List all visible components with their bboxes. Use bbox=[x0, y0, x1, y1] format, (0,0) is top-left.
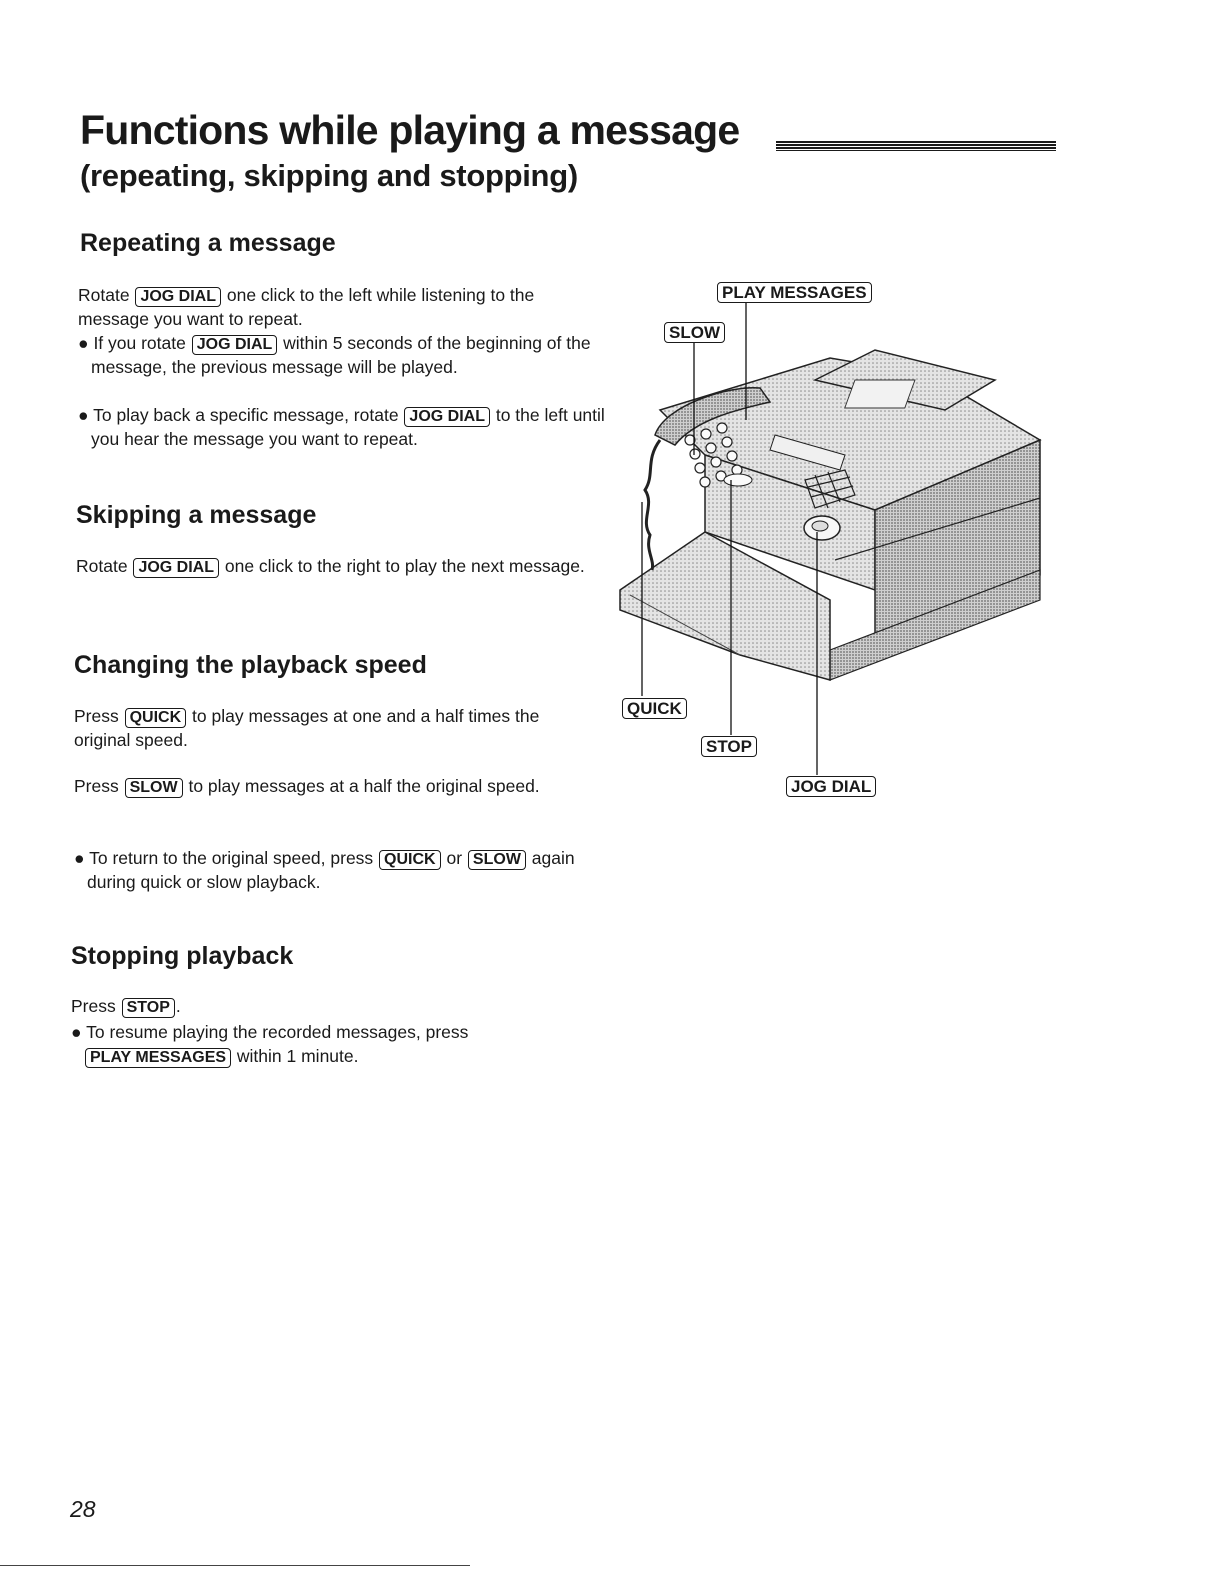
callout-play-messages: PLAY MESSAGES bbox=[717, 282, 872, 303]
text: one click to the left while listening to the message you want to repeat. bbox=[78, 285, 535, 329]
heading-repeating: Repeating a message bbox=[80, 229, 336, 257]
callout-stop: STOP bbox=[701, 736, 757, 757]
callout-quick: QUICK bbox=[622, 698, 687, 719]
stopping-paragraph bbox=[71, 995, 591, 1019]
heading-speed: Changing the playback speed bbox=[74, 651, 427, 679]
handset-cord bbox=[645, 440, 660, 570]
text: To resume playing the recorded messages, press bbox=[86, 1022, 469, 1042]
text: Press bbox=[71, 996, 121, 1016]
text: Rotate bbox=[78, 285, 135, 305]
text: to play messages at a half the original speed. bbox=[183, 776, 540, 796]
play-messages-key: PLAY MESSAGES bbox=[85, 1048, 231, 1068]
quick-key: QUICK bbox=[125, 708, 187, 728]
text: If you rotate bbox=[93, 333, 191, 353]
page-number: 28 bbox=[70, 1496, 96, 1522]
text: Press bbox=[74, 776, 124, 796]
text: To return to the original speed, press bbox=[89, 848, 379, 868]
speed-paragraph-slow bbox=[74, 775, 594, 799]
slow-key: SLOW bbox=[125, 778, 183, 798]
page-subtitle: (repeating, skipping and stopping) bbox=[80, 158, 578, 193]
stopping-bullet: ● To resume playing the recorded messages, press PLAY MESSAGES within 1 minute. bbox=[71, 1022, 469, 1066]
jog-dial-key: JOG DIAL bbox=[192, 335, 278, 355]
heading-stopping: Stopping playback bbox=[71, 942, 294, 970]
quick-key: QUICK bbox=[379, 850, 441, 870]
text: within 1 minute. bbox=[232, 1045, 359, 1066]
speed-bullet: ● To return to the original speed, press QUICK or SLOW again during quick or slow playback. bbox=[74, 848, 575, 892]
text: to play messages at one and a half times the original speed. bbox=[74, 706, 540, 750]
text: . bbox=[175, 996, 181, 1016]
page-title: Functions while playing a message bbox=[80, 107, 740, 153]
repeating-bullet-1: ● If you rotate JOG DIAL within 5 seconds of the beginning of the message, the previous message will be played. bbox=[78, 333, 591, 377]
jog-dial-key: JOG DIAL bbox=[135, 287, 221, 307]
text: Press bbox=[74, 706, 124, 726]
stop-key: STOP bbox=[122, 998, 175, 1018]
slow-key: SLOW bbox=[468, 850, 526, 870]
fax-machine-illustration bbox=[600, 270, 1060, 810]
text: one click to the right to play the next message. bbox=[220, 556, 585, 576]
speed-paragraph-quick bbox=[74, 705, 594, 752]
text: again during quick or slow playback. bbox=[87, 848, 575, 892]
feeder-window bbox=[845, 380, 915, 408]
callout-slow: SLOW bbox=[664, 322, 725, 343]
footer-rule bbox=[0, 1565, 470, 1566]
repeating-paragraph bbox=[78, 284, 598, 331]
quick-slow-buttons bbox=[724, 474, 752, 486]
skipping-paragraph bbox=[76, 555, 596, 579]
jog-dial-key: JOG DIAL bbox=[133, 558, 219, 578]
callout-jog-dial: JOG DIAL bbox=[786, 776, 876, 797]
text: to the left until you hear the message you want to repeat. bbox=[91, 405, 605, 449]
jog-dial-key: JOG DIAL bbox=[404, 407, 490, 427]
title-rule bbox=[776, 141, 1056, 151]
repeating-bullet-2: ● To play back a specific message, rotate JOG DIAL to the left until you hear the message you want to repeat. bbox=[78, 405, 605, 449]
text: Rotate bbox=[76, 556, 133, 576]
text: or bbox=[441, 848, 463, 868]
heading-skipping: Skipping a message bbox=[76, 501, 317, 529]
text: within 5 seconds of the beginning of the message, the previous message will be played. bbox=[91, 333, 591, 377]
jog-dial-center bbox=[812, 521, 828, 531]
text: To play back a specific message, rotate bbox=[93, 405, 404, 425]
